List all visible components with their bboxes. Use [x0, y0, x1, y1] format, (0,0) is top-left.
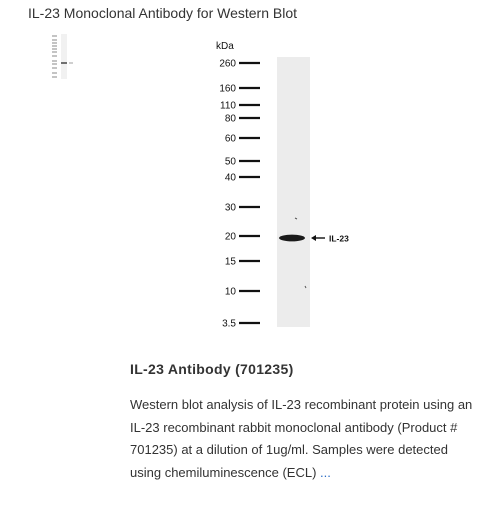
product-heading: IL-23 Antibody (701235) [130, 361, 294, 377]
marker-label-40: 40 [224, 172, 236, 184]
marker-label-160: 160 [219, 83, 236, 95]
page-title: IL-23 Monoclonal Antibody for Western Blot [28, 5, 298, 21]
description-text: Western blot analysis of IL-23 recombinant protein using an IL-23 recombinant rabbit monoclonal antibody (Product # 701235) at a dilution of 1ug/ml. Samples were detected using chemiluminescence (ECL) [130, 397, 473, 480]
band-label: IL-23 [329, 233, 349, 244]
marker-label-260: 260 [219, 58, 236, 70]
marker-label-60: 60 [224, 133, 236, 145]
marker-label-50: 50 [224, 156, 236, 168]
marker-label-10: 10 [224, 286, 236, 298]
marker-label-30: 30 [224, 202, 236, 214]
blot-thumbnail-icon [50, 33, 76, 81]
read-more-link[interactable]: ... [320, 464, 331, 480]
marker-label-80: 80 [224, 113, 236, 125]
western-blot-figure [205, 36, 395, 336]
band-arrow [311, 235, 325, 241]
marker-label-20: 20 [224, 231, 236, 243]
blot-thumbnail[interactable] [50, 33, 76, 81]
il23-band [279, 235, 305, 242]
product-description [130, 394, 480, 484]
marker-label-3.5: 3.5 [222, 318, 236, 330]
western-blot-svg [205, 36, 395, 336]
kda-unit-label: kDa [216, 41, 234, 52]
marker-label-15: 15 [224, 256, 236, 268]
marker-label-110: 110 [220, 100, 236, 112]
